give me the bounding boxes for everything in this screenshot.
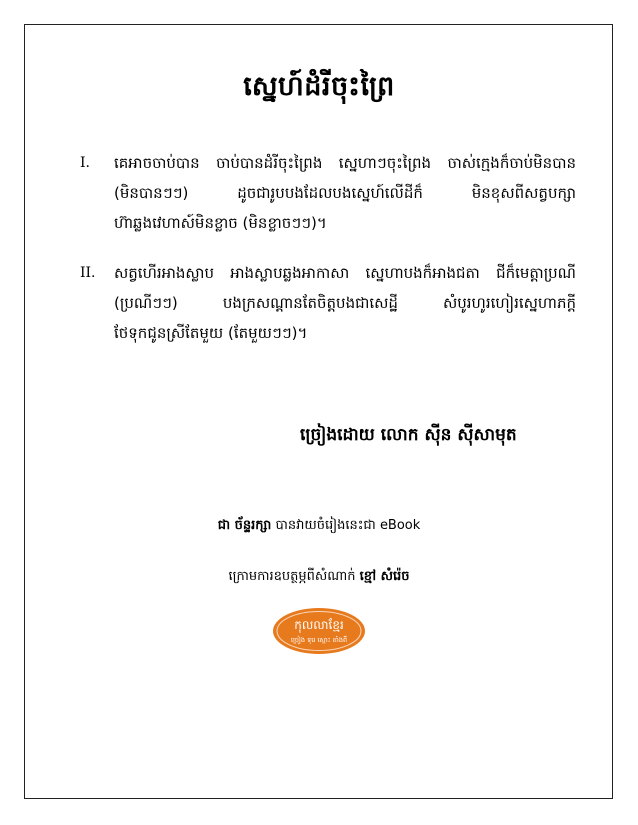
verse-line: ហ៊ាឆ្លងវេហាស៍មិនខ្លាច (មិនខ្លាចៗៗ)។ (114, 214, 327, 232)
sponsor-text: ក្រោមការឧបត្ថម្ភពីសំណាក់ (228, 569, 356, 584)
page-frame (24, 24, 613, 799)
verse-line: (មិនបានៗៗ) ដូចជារូបបងដែលបងស្នេហ៍លើដីក៏ មិនខុសពីសត្វបក្សា (114, 184, 576, 202)
verse-number: I. (80, 155, 90, 171)
song-title: ស្នេហ៍ដំរីចុះព្រៃ (243, 71, 395, 102)
format-label: eBook (379, 518, 421, 533)
typist-credit (0, 517, 638, 536)
sponsor-credit (0, 568, 638, 587)
singer-credit: ច្រៀងដោយ លោក ស៊ីន ស៊ីសាមុត (300, 425, 517, 445)
logo-title: កុលលាខ្មែរ (294, 618, 344, 632)
typist-text: បានវាយចំរៀងនេះជា (275, 518, 376, 533)
khmer-logo (272, 607, 366, 655)
verse-line: (ប្រណីៗៗ) បងក្រសណ្ដានតែចិត្តបងជាសេដ្ឋី សំបូរហូរហៀរស្នេហាភក្តី (114, 294, 576, 312)
sponsor-name: ខ្មៅ សំរ៉េច (359, 569, 410, 584)
logo-subtitle: ច្រៀង ទុរេ ស្មោះ តាំងពី (290, 636, 348, 644)
verse-line: គេអាចចាប់បាន ចាប់បានដំរីចុះព្រៃង ស្នេហាៗចុះព្រៃង ចាស់ក្មេងក៏ចាប់មិនបាន (114, 154, 576, 172)
verse-line: ថែទុកជូនស្រីតែមួយ (តែមួយៗៗ)។ (114, 324, 308, 342)
typist-name: ជា ច័ន្ទរក្សា (217, 518, 272, 533)
verse-2 (80, 258, 576, 348)
verse-number: II. (80, 265, 96, 281)
verse-1 (80, 148, 576, 238)
verse-line: សត្វហើរអាងស្លាប អាងស្លាបឆ្លងអាកាសា ស្នេហាបងក៏អាងជតា ជីក៏មេត្តាប្រណី (114, 264, 576, 282)
